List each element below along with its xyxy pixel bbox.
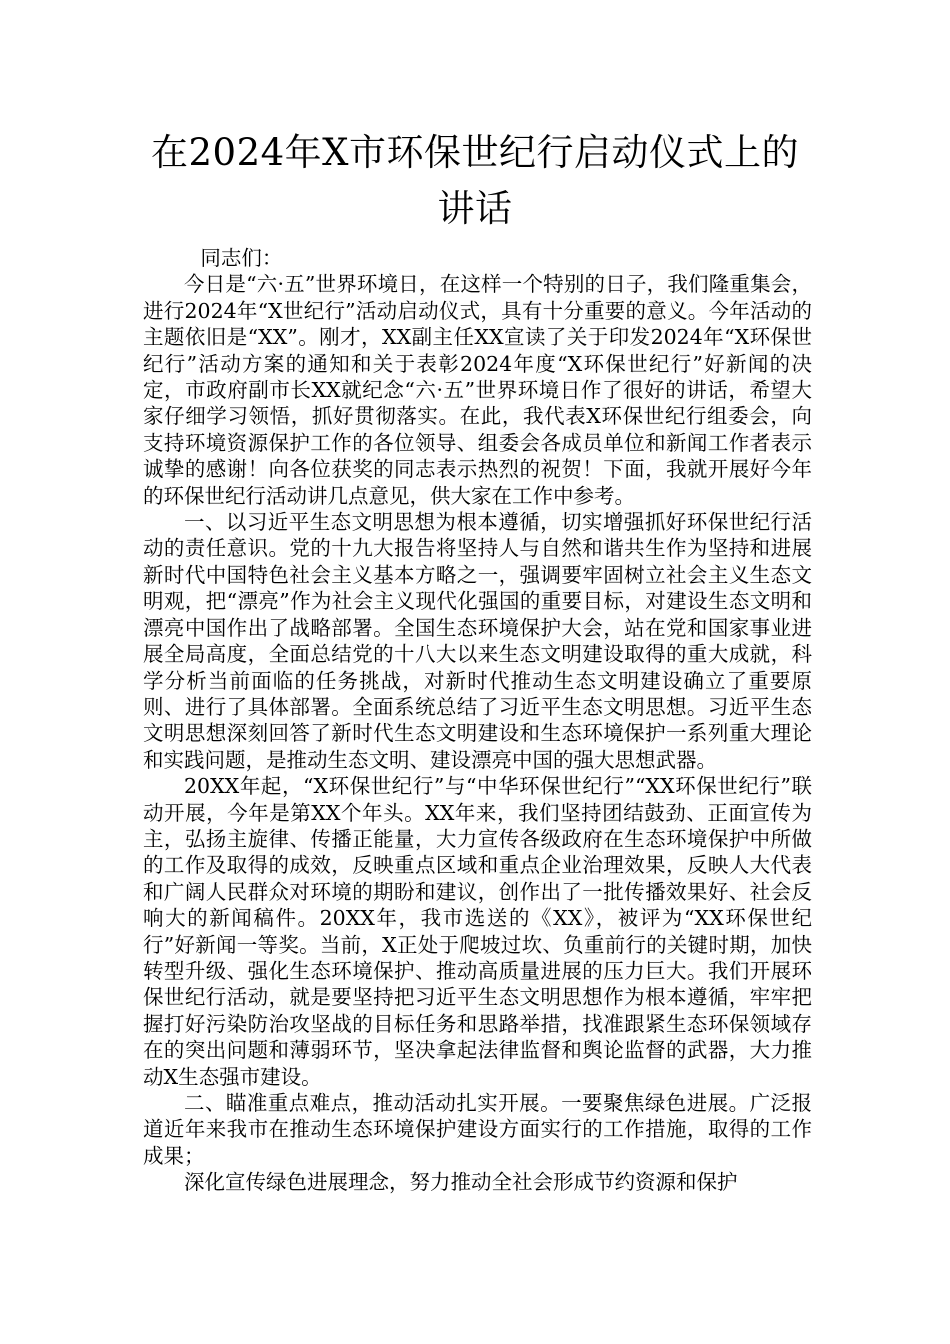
paragraph-history: 20XX年起，“X环保世纪行”与“中华环保世纪行”“XX环保世纪行”联动开展，今年是第XX个年头。XX年来，我们坚持团结鼓劲、正面宣传为主，弘扬主旋律、传播正能量，大力宣传各级政府在生态环境保护中所做的工作及取得的成效，反映重点区域和重点企业治理效果，反映人大代表和广阔人民群众对环境的期盼和建议，创作出了一批传播效果好、社会反响大的新闻稿件。20XX年，我市选送的《XX》，被评为“XX环保世纪行”好新闻一等奖。当前，X正处于爬坡过坎、负重前行的关键时期，加快转型升级、强化生态环境保护、推动高质量进展的压力巨大。我们开展环保世纪行活动，就是要坚持把习近平生态文明思想作为根本遵循，牢牢把握打好污染防治攻坚战的目标任务和思路举措，找准跟紧生态环保领域存在的突出问题和薄弱环节，坚决拿起法律监督和舆论监督的武器，大力推动X生态强市建设。 — [143, 774, 812, 1089]
document-body — [143, 245, 812, 1196]
paragraph-section-one: 一、以习近平生态文明思想为根本遵循，切实增强抓好环保世纪行活动的责任意识。党的十九大报告将坚持人与自然和谐共生作为坚持和进展新时代中国特色社会主义基本方略之一，强调要牢固树立社会主义生态文明观，把“漂亮”作为社会主义现代化强国的重要目标，对建设生态文明和漂亮中国作出了战略部署。全国生态环境保护大会，站在党和国家事业进展全局高度，全面总结党的十八大以来生态文明建设取得的重大成就，科学分析当前面临的任务挑战，对新时代推动生态文明建设确立了重要原则、进行了具体部署。全面系统总结了习近平生态文明思想。习近平生态文明思想深刻回答了新时代生态文明建设和生态环境保护一系列重大理论和实践问题，是推动生态文明、建设漂亮中国的强大思想武器。 — [143, 510, 812, 772]
paragraph-intro: 今日是“六·五”世界环境日，在这样一个特别的日子，我们隆重集会，进行2024年“X世纪行”活动启动仪式，具有十分重要的意义。今年活动的主题依旧是“XX”。刚才，XX副主任XX宣读了关于印发2024年“X环保世纪行”活动方案的通知和关于表彰2024年度“X环保世纪行”好新闻的决定，市政府副市长XX就纪念“六·五”世界环境日作了很好的讲话，希望大家仔细学习领悟，抓好贯彻落实。在此，我代表X环保世纪行组委会，向支持环境资源保护工作的各位领导、组委会各成员单位和新闻工作者表示诚挚的感谢！向各位获奖的同志表示热烈的祝贺！下面，我就开展好今年的环保世纪行活动讲几点意见，供大家在工作中参考。 — [143, 272, 812, 508]
salutation: 同志们： — [200, 246, 283, 270]
document-title: 在2024年X市环保世纪行启动仪式上的讲话 — [150, 131, 799, 230]
paragraph-continuation: 深化宣传绿色进展理念，努力推动全社会形成节约资源和保护 — [184, 1170, 738, 1195]
paragraph-section-two: 二、瞄准重点难点，推动活动扎实开展。一要聚焦绿色进展。广泛报道近年来我市在推动生态环境保护建设方面实行的工作措施，取得的工作成果； — [143, 1091, 812, 1168]
